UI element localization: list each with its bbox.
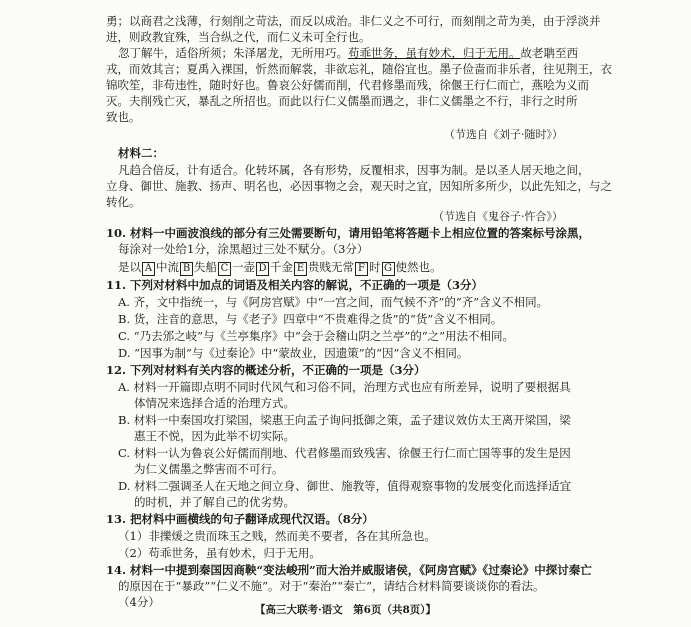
answer-segment-text: 使然也。 bbox=[395, 260, 442, 274]
text-line: B. 货，注音的意思，与《老子》四章中“不贵难得之货”的“货”含义不相同。 bbox=[118, 312, 503, 326]
text-line: （节选自《鬼谷子·忤合》） bbox=[433, 210, 563, 223]
text-line: B. 材料一中秦国攻打梁国，梁惠王向孟子询问抵御之策，孟子建议效仿太王离开梁国，梁 bbox=[118, 413, 571, 427]
text-line: 勇；以商君之浅薄，行刻削之苛法，而反以成治。非仁义之不可行，而刻削之苛为美，由于浮淡并 bbox=[106, 14, 601, 28]
text-line: 10. 材料一中画波浪线的部分有三处需要断句，请用铅笔将答题卡上相应位置的答案标号涂黑， bbox=[106, 226, 591, 240]
text-line: 11. 下列对材料中加点的词语及相关内容的解说，不正确的一项是（3分） bbox=[106, 278, 484, 292]
text-line: 立身、御世、施教、扬声、明名也，必因事物之会，观天时之宜，因知所多所少，以此先知之，与之 bbox=[106, 179, 612, 193]
text-span: 故老聃至西 bbox=[520, 46, 578, 60]
text-line: A. 齐，文中指统一，与《阿房宫赋》中“一宫之间，而气候不齐”的“齐”含义不相同。 bbox=[118, 295, 549, 309]
q10-answer-boxes bbox=[118, 260, 442, 276]
answer-segment-text: 失船 bbox=[194, 260, 217, 274]
text-line: C. “乃去邠之岐”与《兰亭集序》中“会于会稽山阴之兰亭”的“之”用法不相同。 bbox=[118, 329, 514, 343]
text-line: （节选自《刘子·随时》） bbox=[444, 128, 563, 141]
text-line: 12. 下列对材料有关内容的概述分析，不正确的一项是（3分） bbox=[106, 363, 426, 377]
text-line: （2）苟乖世务，虽有妙术，归于无用。 bbox=[118, 546, 321, 560]
text-line: 致也。 bbox=[106, 110, 141, 124]
text-line: A. 材料一开篇即点明不同时代风气和习俗不同，治理方式也应有所差异，说明了要根据具 bbox=[118, 380, 571, 394]
text-line: （4分） bbox=[118, 595, 160, 609]
answer-box-g: G bbox=[382, 262, 395, 276]
text-line: 每涂对一处给1分，涂黑超过三处不赋分。（3分） bbox=[118, 242, 369, 256]
underlined-sentence: 苟乖世务，虽有妙术，归于无用。 bbox=[348, 46, 521, 60]
answer-box-e: E bbox=[294, 262, 307, 276]
answer-box-d: D bbox=[256, 262, 269, 276]
text-line: D. “因事为制”与《过秦论》中“蒙故业，因遗策”的“因”含义不相同。 bbox=[118, 346, 469, 360]
answer-segment-text: 时 bbox=[369, 260, 381, 274]
text-line: 14. 材料一中提到秦国因商鞅“变法峻刑”而大治并威服诸侯，《阿房宫赋》《过秦论》中探讨秦亡 bbox=[106, 563, 592, 577]
text-line: （1）非擽煖之贵而珠玉之贱，然而美不要者，各在其所急也。 bbox=[118, 529, 436, 543]
page-footer: 【高三大联考·语文 第6页（共8页）】 bbox=[254, 604, 437, 616]
text-line: 灭。夫削残亡灭，暴乱之所招也。而此以行仁义儒墨而遇之，非仁义儒墨之不行，非行之时所 bbox=[106, 94, 578, 108]
answer-box-a: A bbox=[142, 262, 155, 276]
text-line: 戎，而效其言；夏禹入裸国，忻然而解裳，非欲忘礼，随俗宜也。墨子俭啬而非乐者，往见荆王，衣 bbox=[106, 62, 612, 76]
text-line: 的原因在于“暴政”“仁义不施”。对于“秦治”“秦亡”，请结合材料简要谈谈你的看法。 bbox=[118, 579, 545, 593]
text-line: 转化。 bbox=[106, 195, 141, 209]
q10-prefix: 是以 bbox=[118, 260, 141, 274]
text-line: C. 材料一认为鲁哀公好儒而削地、代君修墨而致残害、徐偃王行仁而亡国等事的发生是因 bbox=[118, 446, 571, 460]
text-line: 凡趋合倍反，计有适合。化转坏属，各有形势，反覆相求，因事为制。是以圣人居天地之间， bbox=[118, 163, 590, 177]
text-span: 忽丁解牛，适俗所须；朱泽屠龙，无所用巧。 bbox=[118, 46, 348, 60]
text-line: 的时机，并了解自己的优劣势。 bbox=[134, 495, 295, 509]
answer-box-c: C bbox=[218, 262, 231, 276]
text-line: D. 材料二强调圣人在天地之间立身、御世、施教等，值得观察事物的发展变化而选择适宜 bbox=[118, 479, 572, 493]
answer-box-f: F bbox=[355, 262, 368, 276]
text-line: 13. 把材料中画横线的句子翻译成现代汉语。（8分） bbox=[106, 512, 374, 526]
text-line: 锦吹笙，非苟违性，随时好也。鲁哀公好儒而削，代君修墨而残，徐偃王行仁而亡，燕哙为义而 bbox=[106, 78, 589, 92]
answer-segment-text: 千金 bbox=[270, 260, 293, 274]
text-line: 为仁义儒墨之弊害而不可行。 bbox=[134, 462, 284, 476]
answer-box-b: B bbox=[180, 262, 193, 276]
text-line: 材料二： bbox=[118, 146, 164, 160]
text-line: 体情况来选择合适的治理方式。 bbox=[134, 396, 295, 410]
answer-segment-text: 一壶 bbox=[232, 260, 255, 274]
text-line bbox=[118, 46, 578, 60]
answer-segment-text: 贵贱无常 bbox=[308, 260, 354, 274]
text-line: 惠王不悦，因为此举不切实际。 bbox=[134, 429, 295, 443]
answer-segment-text: 中流 bbox=[156, 260, 179, 274]
text-line: 进，则政教宜殊，当合纵之代，而仁义未可全行也。 bbox=[106, 30, 371, 44]
